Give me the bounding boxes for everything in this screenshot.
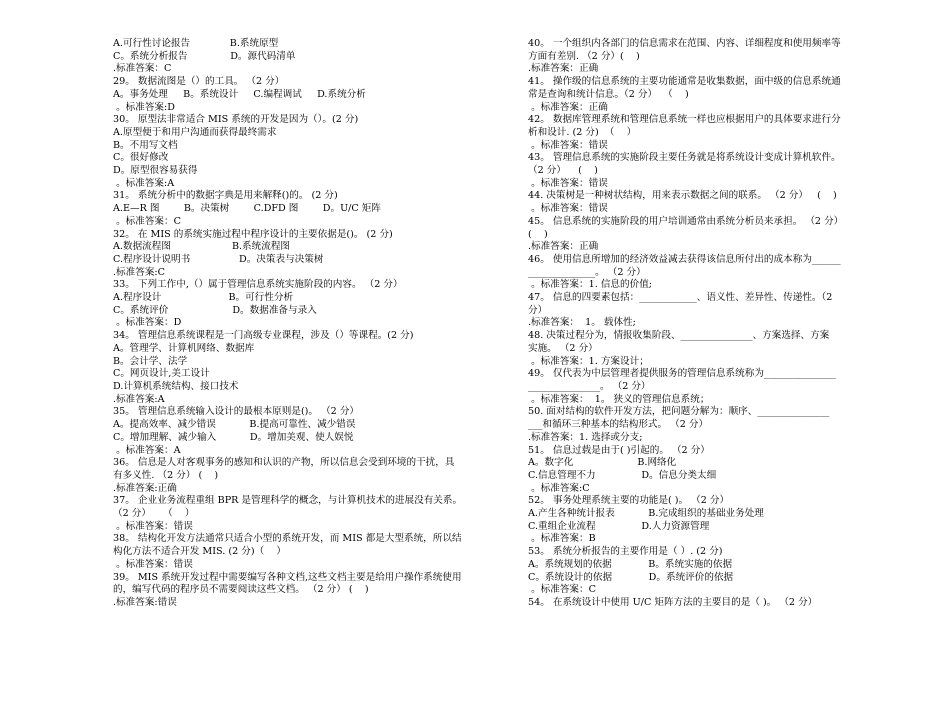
right-column-line: 。标准答案：正确	[528, 101, 608, 113]
left-column-line: .标准答案:正确	[113, 482, 177, 494]
left-column-line: 30。 原型法非常适合 MIS 系统的开发是因为（）。(2 分)	[113, 114, 359, 126]
left-column-line: 32。 在 MIS 的系统实施过程中程序设计的主要依据是()。 (2 分)	[113, 228, 393, 240]
left-column-line: C。网页设计,美工设计	[113, 368, 210, 380]
right-column-line: 实施。 （2 分）	[528, 342, 598, 354]
left-column-line: 。标准答案:A	[113, 177, 175, 189]
right-column-line: 分）	[528, 304, 548, 316]
left-column-line: 34。 管理信息系统课程是一门高级专业课程，涉及（）等课程。(2 分)	[113, 330, 414, 342]
left-column-line: 37。 企业业务流程重组 BPR 是管理科学的概念，与计算机技术的进展没有关系。	[113, 495, 463, 507]
left-column-line: C。很好修改	[113, 152, 169, 164]
left-column-line: .标准答案:A	[113, 393, 165, 405]
right-column-line: C。系统设计的依据 D。系统评价的依据	[528, 571, 734, 583]
left-column-line: 33。 下列工作中,（）属于管理信息系统实施阶段的内容。 （2 分）	[113, 279, 403, 291]
right-column	[528, 38, 880, 610]
left-column-line: 。标准答案：A	[113, 444, 181, 456]
left-column-line: 。标准答案：错误	[113, 558, 193, 570]
left-column	[113, 38, 498, 610]
left-column-line: 31。 系统分析中的数据字典是用来解释()的。 (2 分)	[113, 190, 338, 202]
right-column-line: 。标准答案：C	[528, 584, 596, 596]
right-column-line: 。标准答案： 1。 狭义的管理信息系统；	[528, 393, 710, 405]
right-column-line: 。标准答案：1. 方案设计；	[528, 355, 649, 367]
right-column-line: 45。 信息系统的实施阶段的用户培训通常由系统分析员来承担。 （2 分）	[528, 215, 844, 227]
right-column-line: ( )	[528, 228, 548, 240]
right-column-line: 51。 信息过载是由于( )引起的。 （2 分）	[528, 444, 710, 456]
right-column-line: _______________。 （2 分）	[528, 380, 651, 392]
left-column-line: 36。 信息是人对客观事务的感知和认识的产物，所以信息会受到环境的干扰，具	[113, 457, 455, 469]
left-column-line: 。标准答案：D	[113, 317, 182, 329]
left-column-line: A。事务处理 B。系统设计 C.编程调试 D.系统分析	[113, 88, 366, 100]
right-column-line: 54。 在系统设计中使用 U/C 矩阵方法的主要目的是（ )。 （2 分）	[528, 596, 818, 608]
left-column-line: 29。 数据流图是（）的工具。 （2 分）	[113, 76, 285, 88]
right-column-line: 。标准答案:C	[528, 482, 590, 494]
right-column-line: 。标准答案：1. 信息的价值;	[528, 279, 653, 291]
right-column-line: 方面有差别. （2 分）( )	[528, 50, 640, 62]
left-column-line: C.程序设计说明书 D。决策表与决策树	[113, 253, 324, 265]
right-column-line: 。标准答案：错误	[528, 177, 608, 189]
left-column-line: A.程序设计 B。可行性分析	[113, 292, 294, 304]
right-column-line: A。系统规划的依据 B。系统实施的依据	[528, 558, 733, 570]
left-column-line: A。提高效率、减少错误 B.提高可靠性、减少错误	[113, 419, 356, 431]
right-column-line: 49。 仅代表为中层管理者提供服务的管理信息系统称为_______________	[528, 368, 836, 380]
left-column-line: 。标准答案：错误	[113, 520, 193, 532]
left-column-line: 。标准答案：C	[113, 215, 181, 227]
left-column-line: C。系统分析报告 D。源代码清单	[113, 50, 296, 62]
left-column-line: A。管理学、计算机网络、数据库	[113, 342, 255, 354]
left-column-line: 的，编写代码的程序员不需要阅读这些文档。 （2 分） ( )	[113, 584, 369, 596]
right-column-line: 。标准答案：错误	[528, 203, 608, 215]
left-column-line: B。不用写文档	[113, 139, 178, 151]
right-column-line: 46。 使用信息所增加的经济效益减去获得该信息所付出的成本称为______	[528, 253, 841, 265]
right-column-line: 42。 数据库管理系统和管理信息系统一样也应根据用户的具体要求进行分	[528, 114, 841, 126]
left-column-line: .标准答案:错误	[113, 596, 177, 608]
left-column-line: B。会计学、法学	[113, 355, 188, 367]
right-column-line: 41。 操作级的信息系统的主要功能通常是收集数据，面中级的信息系统通	[528, 76, 841, 88]
left-column-line: D.计算机系统结构、接口技术	[113, 380, 239, 392]
right-column-line: 40。 一个组织内各部门的信息需求在范围、内容、详细程度和使用频率等	[528, 38, 841, 49]
right-column-line: .标准答案： 1。 载体性;	[528, 317, 636, 329]
right-column-line: C.重组企业流程 D.人力资源管理	[528, 520, 710, 532]
left-column-line: 。标准答案:D	[113, 101, 175, 113]
right-column-line: ______________。 （2 分）	[528, 266, 646, 278]
right-column-line: （2 分） ( )	[528, 165, 598, 177]
right-column-line: 。标准答案：错误	[528, 139, 608, 151]
left-column-line: .标准答案:C	[113, 266, 165, 278]
right-column-line: 44. 决策树是一种树状结构，用来表示数据之间的联系。 （2 分） ( )	[528, 190, 837, 202]
left-column-line: A.E—R 图 B。决策树 C.DFD 图 D。U/C 矩阵	[113, 203, 381, 215]
right-column-line: 47。 信息的四要素包括：____________、语义性、差异性、传递性。（2	[528, 292, 833, 304]
left-column-line: 有多义性. （2 分） ( )	[113, 469, 219, 481]
right-column-line: C.信息管理不力 D。信息分类太细	[528, 469, 717, 481]
right-column-line: A。数字化 B.网络化	[528, 457, 677, 469]
left-column-line: 39。 MIS 系统开发过程中需要编写各种文档,这些文档主要是给用户操作系统使用	[113, 571, 462, 583]
left-column-line: D。原型很容易获得	[113, 165, 198, 177]
right-column-line: 52。 事务处理系统主要的功能是( )。 （2 分）	[528, 495, 730, 507]
right-column-line: 析和设计. (2 分) （ ）	[528, 126, 637, 138]
left-column-line: A.可行性讨论报告 B.系统原型	[113, 38, 279, 49]
left-column-line: （2 分） （ ）	[113, 508, 195, 520]
left-column-line: A.原型便于和用户沟通而获得最终需求	[113, 126, 277, 138]
left-column-line: C。增加理解、减少输入 D。增加美观、使人娱悦	[113, 431, 354, 443]
left-column-line: C。系统评价 D。数据准备与录入	[113, 304, 317, 316]
right-column-line: .标准答案：正确	[528, 63, 599, 75]
right-column-line: 53。 系统分析报告的主要作用是（ ）. (2 分)	[528, 546, 723, 558]
right-column-line: 43。 管理信息系统的实施阶段主要任务就是将系统设计变成计算机软件。	[528, 152, 841, 164]
left-column-line: .标准答案：C	[113, 63, 172, 75]
right-column-line: ___和循环三种基本的结构形式。 （2 分）	[528, 419, 709, 431]
left-column-line: 38。 结构化开发方法通常只适合小型的系统开发，而 MIS 都是大型系统，所以结	[113, 533, 462, 545]
left-column-line: 构化方法不适合开发 MIS. (2 分)（ ）	[113, 546, 286, 558]
right-column-line: .标准答案：1. 选择或分支;	[528, 431, 643, 443]
left-column-line: 35。 管理信息系统输入设计的最根本原则是()。 （2 分）	[113, 406, 360, 418]
right-column-line: 50. 面对结构的软件开发方法，把问题分解为：顺序、_______________	[528, 406, 830, 418]
right-column-line: 常是查询和统计信息。（2 分） （ )	[528, 88, 689, 100]
right-column-line: 。标准答案：B	[528, 533, 596, 545]
right-column-line: A.产生各种统计报表 B.完成组织的基础业务处理	[528, 508, 764, 520]
right-column-line: 48. 决策过程分为，情报收集阶段、_______________、方案选择、方案	[528, 330, 830, 342]
left-column-line: A.数据流程图 B.系统流程图	[113, 241, 291, 253]
right-column-line: .标准答案：正确	[528, 241, 599, 253]
